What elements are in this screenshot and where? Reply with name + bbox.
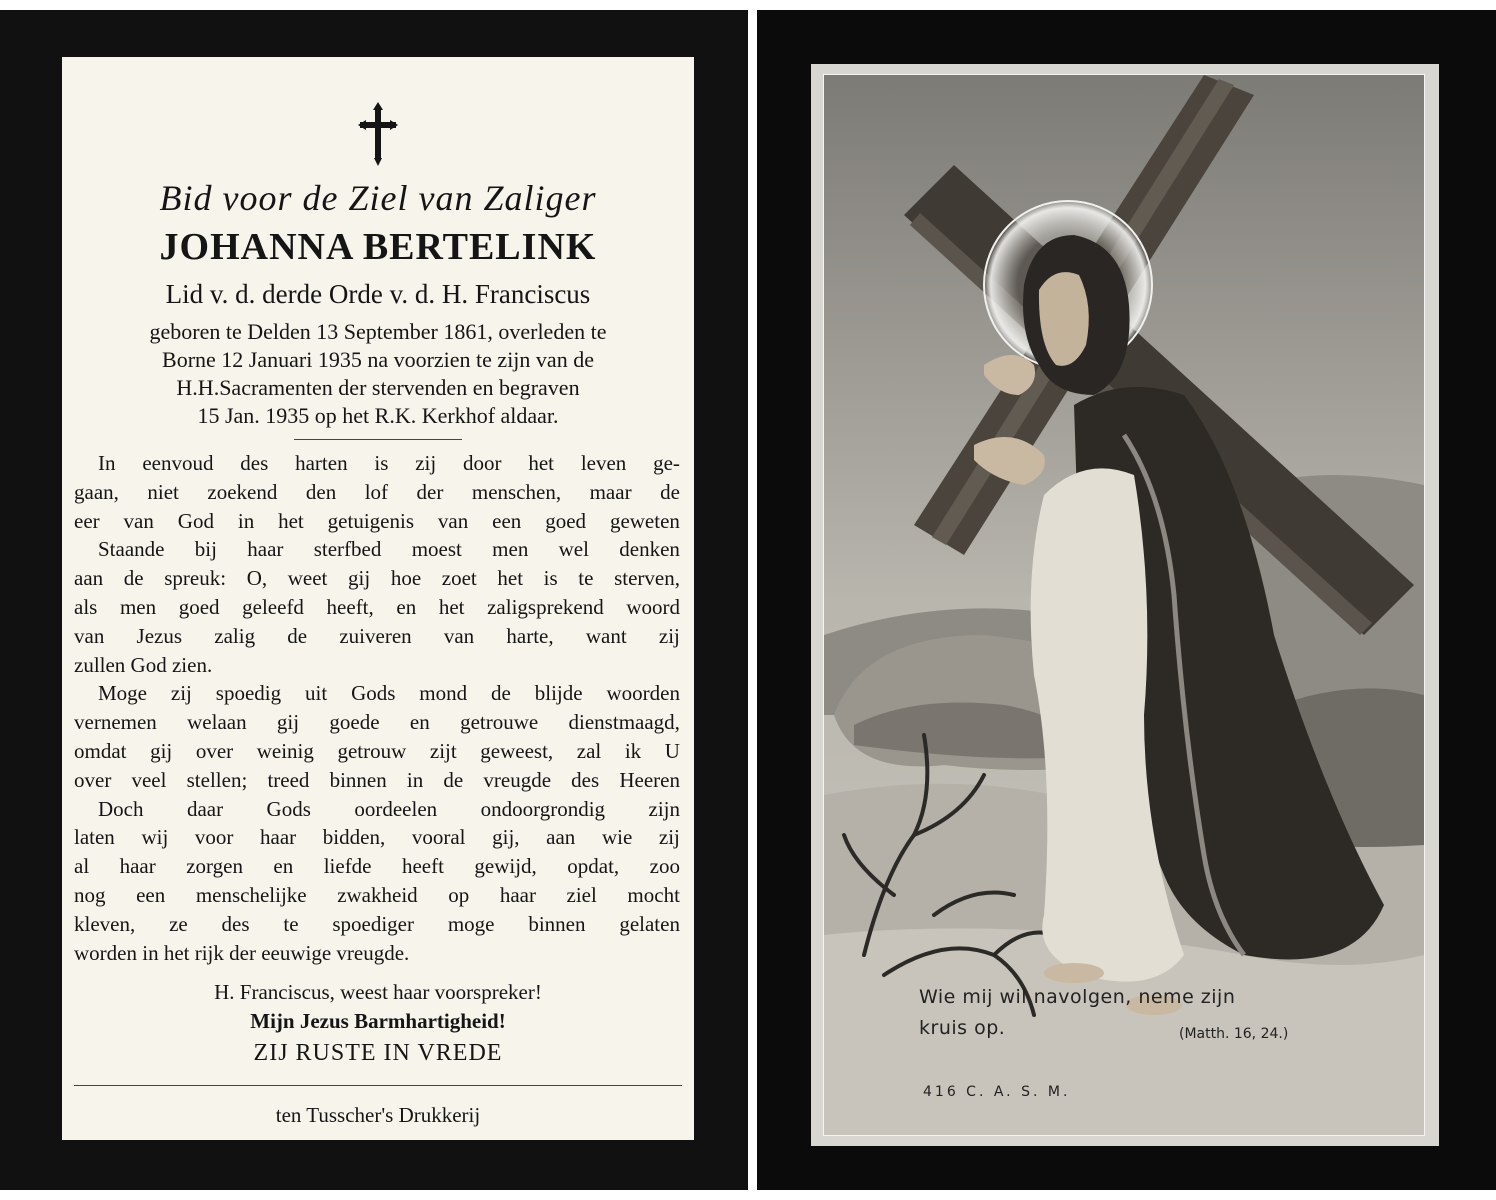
text-line: al haar zorgen en liefde heeft gewijd, opdat, zoo — [74, 854, 680, 879]
text-line: Moge zij spoedig uit Gods mond de blijde woorden — [98, 681, 680, 706]
rest-in-peace: ZIJ RUSTE IN VREDE — [253, 1040, 503, 1066]
text-line: nog een menschelijke zwakheid op haar ziel mocht — [74, 882, 680, 907]
image-panel — [811, 64, 1439, 1146]
text-line: laten wij voor haar bidden, vooral gij, aan wie zij — [74, 825, 680, 850]
print-code: 416 C. A. S. M. — [923, 1084, 1071, 1100]
prayer-heading: Bid voor de Ziel van Zaliger — [159, 178, 597, 218]
text-line: kleven, ze des te spoediger moge binnen gelaten — [74, 911, 680, 936]
text-line: omdat gij over weinig getrouw zijt geweest, zal ik U — [74, 738, 680, 763]
closing-prayer: H. Franciscus, weest haar voorspreker! — [214, 980, 542, 1004]
mercy-invocation: Mijn Jezus Barmhartigheid! — [250, 1009, 506, 1033]
text-line: zullen God zien. — [74, 652, 213, 677]
printer-credit: ten Tusscher's Drukkerij — [275, 1103, 481, 1127]
text-line: als men goed geleefd heeft, en het zaligsprekend woord — [74, 594, 680, 619]
text-line: Doch daar Gods oordeelen ondoorgrondig zijn — [98, 796, 680, 821]
memorial-text — [74, 449, 680, 967]
quote-line: kruis op. — [919, 1017, 1006, 1039]
quote-line: Wie mij wil navolgen, neme zijn — [919, 986, 1236, 1008]
text-line: aan de spreuk: O, weet gij hoe zoet het is te sterven, — [74, 566, 680, 591]
text-line: Staande bij haar sterfbed moest men wel denken — [98, 537, 680, 562]
cross-icon — [358, 102, 398, 166]
text-line: van Jezus zalig de zuiveren van harte, want zij — [74, 623, 680, 648]
text-line: worden in het rijk der eeuwige vreugde. — [74, 940, 410, 965]
memorial-card-image-side — [757, 10, 1496, 1190]
divider — [294, 439, 462, 440]
text-line: In eenvoud des harten is zij door het leven ge- — [98, 451, 680, 475]
christ-carrying-cross-illustration — [824, 75, 1424, 1135]
memorial-card-text-side — [0, 10, 748, 1190]
religious-order: Lid v. d. derde Orde v. d. H. Franciscus — [165, 279, 591, 309]
text-line: gaan, niet zoekend den lof der menschen, maar de — [74, 479, 680, 504]
birth-death-line: geboren te Delden 13 September 1861, overleden te — [149, 319, 607, 344]
text-panel — [62, 57, 694, 1140]
birth-death-line: H.H.Sacramenten der stervenden en begraven — [176, 375, 580, 400]
scripture-reference: (Matth. 16, 24.) — [1179, 1026, 1289, 1042]
deceased-name: JOHANNA BERTELINK — [159, 226, 597, 268]
text-line: over veel stellen; treed binnen in de vreugde des Heeren — [74, 767, 680, 792]
birth-death-line: Borne 12 Januari 1935 na voorzien te zijn van de — [162, 347, 594, 372]
text-line: vernemen welaan gij goede en getrouwe dienstmaagd, — [74, 710, 680, 735]
picture-frame — [823, 74, 1425, 1136]
divider — [74, 1085, 682, 1086]
birth-death-line: 15 Jan. 1935 op het R.K. Kerkhof aldaar. — [197, 403, 559, 428]
text-line: eer van God in het getuigenis van een goed geweten — [74, 508, 680, 533]
